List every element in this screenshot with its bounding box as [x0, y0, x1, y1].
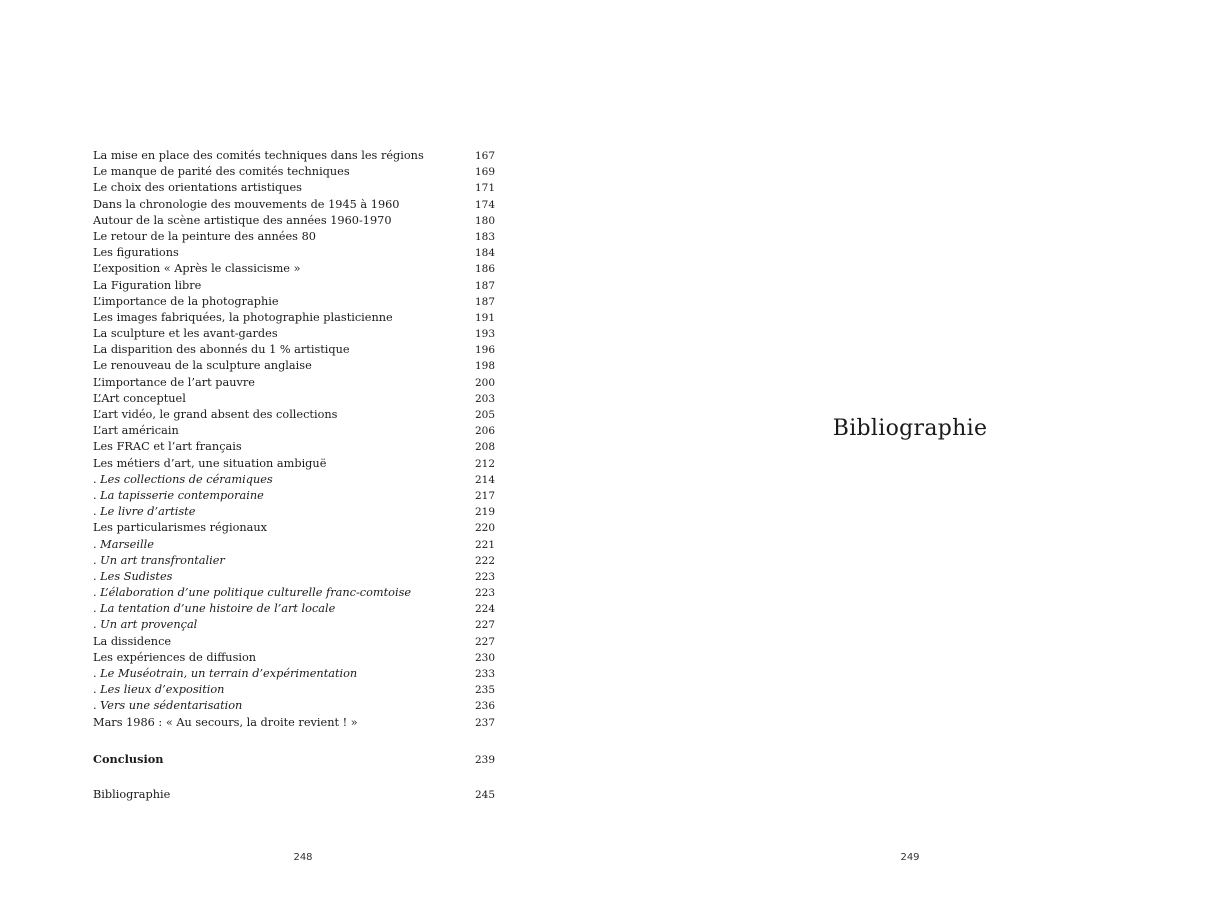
toc-entry-page: 187 — [474, 295, 495, 308]
toc-entry — [93, 148, 495, 164]
toc-entry-page: 236 — [474, 700, 495, 713]
toc-entry-page: 174 — [474, 198, 495, 211]
toc-entry-page: 235 — [474, 684, 495, 697]
toc-entry-page: 169 — [474, 166, 495, 179]
toc-entry-page: 208 — [474, 441, 495, 454]
toc-entry-label: L’art américain — [93, 424, 179, 438]
toc-entry-label: Mars 1986 : « Au secours, la droite revient ! » — [93, 715, 358, 729]
toc-entry-page: 219 — [474, 506, 495, 519]
toc-entry-label: Le manque de parité des comités techniques — [93, 165, 350, 179]
toc-entry — [93, 553, 495, 569]
toc-entry-label: . La tapisserie contemporaine — [93, 488, 264, 502]
toc-entry-page: 206 — [474, 425, 495, 438]
toc-entry-label: La sculpture et les avant-gardes — [93, 327, 278, 341]
toc-entry-page: 217 — [474, 489, 495, 502]
toc-entry — [93, 456, 495, 472]
toc-entry-label: La disparition des abonnés du 1 % artistique — [93, 343, 350, 357]
toc-entry-label: Le choix des orientations artistiques — [93, 181, 302, 195]
toc-entry-page: 203 — [474, 392, 495, 405]
toc-entry-label: Les expériences de diffusion — [93, 650, 257, 664]
toc-entry-page: 245 — [474, 788, 495, 801]
toc-entry — [93, 391, 495, 407]
toc-entry-page: 223 — [474, 587, 495, 600]
toc-entry-label: . L’élaboration d’une politique culturelle franc-comtoise — [93, 586, 412, 600]
right-page-number: 249 — [900, 852, 920, 863]
toc-entry-label: Le renouveau de la sculpture anglaise — [93, 359, 312, 373]
toc-entry-page: 230 — [474, 651, 495, 664]
toc-entry — [93, 164, 495, 180]
toc-entry-page: 223 — [474, 570, 495, 583]
toc-entry — [93, 229, 495, 245]
toc-entry-label: Les figurations — [93, 246, 179, 260]
toc-entry-label: Les FRAC et l’art français — [93, 440, 242, 454]
toc-entry — [93, 294, 495, 310]
toc-entry-label: L’Art conceptuel — [93, 391, 186, 405]
toc-entry — [93, 278, 495, 294]
toc-entry-page: 227 — [474, 635, 495, 648]
toc-entry-label: Le retour de la peinture des années 80 — [93, 229, 316, 243]
toc-entry-label: . Le livre d’artiste — [93, 505, 196, 519]
toc-entry-label: La dissidence — [93, 634, 172, 648]
toc-entry-page: 233 — [474, 668, 495, 680]
toc-entry — [93, 617, 495, 633]
toc-entry-page: 220 — [474, 522, 495, 535]
toc-entry — [93, 488, 495, 504]
toc-entry-page: 237 — [474, 716, 495, 729]
left-page-number: 248 — [293, 852, 313, 863]
toc-entry-page: 183 — [474, 230, 495, 243]
toc-entry — [93, 682, 495, 698]
toc-entry-label: . Vers une sédentarisation — [93, 699, 243, 713]
toc-entry-label: La Figuration libre — [93, 278, 202, 292]
toc-entry-page: 221 — [474, 538, 495, 551]
toc-entry — [93, 439, 495, 455]
toc-entry-page: 200 — [474, 376, 495, 389]
toc-entry-label: . Le Muséotrain, un terrain d’expérimentation — [93, 667, 358, 680]
toc-entry — [93, 585, 495, 601]
toc-entry-page: 196 — [474, 344, 495, 357]
toc-entry-label: . Les lieux d’exposition — [93, 683, 225, 697]
toc-entry-page: 222 — [474, 554, 495, 567]
toc-entry — [93, 650, 495, 666]
toc-entry-label: . La tentation d’une histoire de l’art locale — [93, 602, 336, 616]
toc-entry-label: Conclusion — [93, 751, 164, 766]
toc-entry — [93, 666, 495, 682]
section-title: Bibliographie — [832, 416, 988, 441]
toc-entry-label: L’art vidéo, le grand absent des collections — [93, 408, 338, 421]
toc-entry-page: 186 — [474, 263, 495, 276]
toc-entry-page: 227 — [474, 619, 495, 632]
toc-entry-label: Les images fabriquées, la photographie plasticienne — [93, 310, 393, 324]
toc-entry-label: . Un art transfrontalier — [93, 553, 225, 567]
toc-entry-page: 171 — [474, 182, 495, 195]
toc-entry-label: Les métiers d’art, une situation ambiguë — [93, 456, 327, 470]
toc-entry — [93, 537, 495, 553]
toc-entry-label: . Les collections de céramiques — [93, 472, 273, 486]
toc-entry-page: 193 — [474, 328, 495, 341]
toc-entry-page: 191 — [474, 311, 495, 324]
table-of-contents — [93, 148, 495, 803]
toc-entry — [93, 634, 495, 650]
toc-entry — [93, 245, 495, 261]
toc-entry-label: Bibliographie — [93, 787, 171, 801]
toc-entry-label: L’exposition « Après le classicisme » — [93, 262, 301, 276]
toc-entry — [93, 342, 495, 358]
toc-entry-label: L’importance de l’art pauvre — [93, 375, 255, 389]
toc-entry-label: Dans la chronologie des mouvements de 1945 à 1960 — [93, 197, 400, 211]
toc-entry — [93, 715, 495, 731]
toc-entry-label: L’importance de la photographie — [93, 294, 279, 308]
toc-entry-page: 224 — [474, 603, 495, 616]
toc-entry-label: . Marseille — [93, 537, 154, 551]
toc-entry — [93, 213, 495, 229]
toc-entry-page: 239 — [474, 753, 495, 766]
toc-entry-page: 214 — [474, 473, 495, 486]
toc-entry-label: . Les Sudistes — [93, 569, 173, 583]
toc-entry-label: Autour de la scène artistique des années 1960-1970 — [93, 213, 392, 227]
toc-entry — [93, 504, 495, 520]
toc-entry — [93, 423, 495, 439]
toc-entry-page: 184 — [474, 247, 495, 260]
toc-entry-page: 212 — [474, 457, 495, 470]
toc-entry-label: La mise en place des comités techniques dans les régions — [93, 149, 424, 162]
toc-entry-page: 187 — [474, 279, 495, 292]
toc-entry — [93, 698, 495, 714]
toc-entry — [93, 601, 495, 617]
toc-entry-label: Les particularismes régionaux — [93, 521, 268, 535]
toc-entry — [93, 310, 495, 326]
toc-entry — [93, 358, 495, 374]
toc-entry-page: 205 — [474, 409, 495, 421]
toc-entry — [93, 787, 495, 803]
toc-entry-label: . Un art provençal — [93, 618, 198, 632]
toc-entry-page: 167 — [474, 150, 495, 162]
toc-entry — [93, 197, 495, 213]
toc-entry — [93, 407, 495, 423]
toc-entry — [93, 751, 495, 767]
toc-entry — [93, 569, 495, 585]
toc-entry — [93, 375, 495, 391]
toc-entry — [93, 472, 495, 488]
toc-entry — [93, 180, 495, 196]
toc-entry — [93, 261, 495, 277]
toc-entry — [93, 326, 495, 342]
toc-entry — [93, 520, 495, 536]
toc-entry-page: 198 — [474, 360, 495, 373]
toc-entry-page: 180 — [474, 214, 495, 227]
